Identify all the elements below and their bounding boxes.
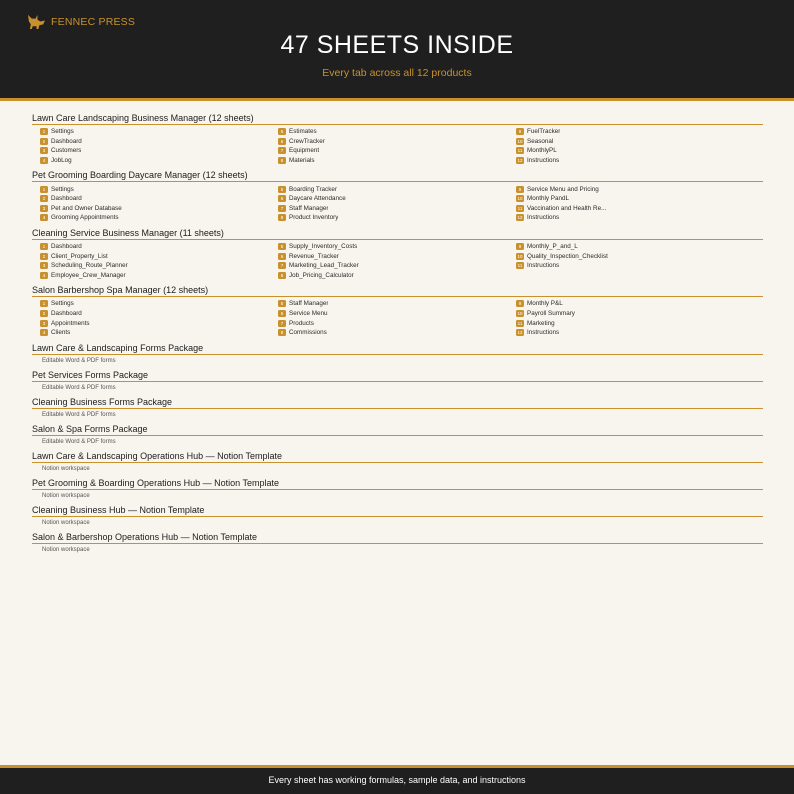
sheet-item — [40, 318, 278, 328]
product-section — [32, 227, 763, 280]
sheet-item — [40, 146, 278, 156]
sheet-number-badge: 2 — [40, 253, 48, 260]
sheet-number-badge: 7 — [278, 205, 286, 212]
sheet-number-badge: 3 — [40, 147, 48, 154]
sheet-number-badge: 12 — [517, 215, 523, 221]
sheet-name: Settings — [51, 128, 74, 136]
sheet-name: Estimates — [289, 128, 317, 136]
sheet-item — [516, 261, 754, 271]
product-title: Salon Barbershop Spa Manager (12 sheets) — [32, 284, 763, 297]
package-section — [32, 477, 763, 501]
sheet-item — [40, 242, 278, 252]
sheet-number-badge: 4 — [40, 214, 48, 221]
sheet-name: Marketing — [527, 319, 555, 327]
package-title: Pet Services Forms Package — [32, 369, 763, 382]
sheet-item — [278, 184, 516, 194]
package-title: Salon & Spa Forms Package — [32, 423, 763, 436]
package-note: Notion workspace — [42, 492, 90, 499]
sheet-item — [40, 204, 278, 214]
sheet-number-badge: 10 — [517, 311, 523, 317]
sheet-item — [278, 137, 516, 147]
sheet-name: Marketing_Lead_Tracker — [289, 262, 359, 270]
sheet-number-badge: 2 — [40, 195, 48, 202]
sheet-number-badge: 11 — [517, 263, 523, 269]
sheet-item — [40, 271, 278, 281]
sheet-item — [278, 261, 516, 271]
sheet-number-badge: 5 — [278, 243, 286, 250]
sheet-name: Boarding Tracker — [289, 185, 337, 193]
sheet-name: Dashboard — [51, 310, 82, 318]
sheet-number-badge: 3 — [40, 262, 48, 269]
sheet-item — [516, 309, 754, 319]
brand — [27, 13, 135, 30]
sheet-item — [516, 299, 754, 309]
sheet-item — [516, 127, 754, 137]
sheet-number-badge: 8 — [278, 272, 286, 279]
sheet-name: Employee_Crew_Manager — [51, 271, 126, 279]
sheet-number-badge: 12 — [517, 158, 523, 164]
sheet-number-badge: 10 — [517, 138, 523, 144]
sheet-number-badge: 6 — [278, 253, 286, 260]
sheet-name: Instructions — [527, 262, 560, 270]
brand-name: FENNEC PRESS — [51, 15, 136, 28]
sheet-name: Revenue_Tracker — [289, 252, 339, 260]
sheet-name: Instructions — [527, 157, 560, 165]
sheet-number-badge: 5 — [278, 300, 286, 307]
package-section — [32, 342, 763, 366]
sheet-item — [516, 318, 754, 328]
sheet-item — [516, 146, 754, 156]
sheet-item — [278, 328, 516, 338]
sheet-name: Staff Manager — [289, 204, 329, 212]
sheet-number-badge: 4 — [40, 272, 48, 279]
sheet-item — [278, 251, 516, 261]
sheet-item — [40, 194, 278, 204]
sheet-name: Job_Pricing_Calculator — [289, 271, 354, 279]
sheet-name: Daycare Attendance — [289, 195, 346, 203]
sheet-name: Settings — [51, 300, 74, 308]
sheet-name: Quality_Inspection_Checklist — [527, 252, 608, 260]
sheet-item — [40, 127, 278, 137]
package-section — [32, 504, 763, 528]
sheet-number-badge: 9 — [516, 186, 524, 193]
sheet-name: FuelTracker — [527, 128, 561, 136]
sheet-item — [516, 156, 754, 166]
sheet-name: Materials — [289, 157, 315, 165]
sheet-name: Products — [289, 319, 314, 327]
sheet-item — [40, 309, 278, 319]
sheet-name: Monthly PandL — [527, 195, 570, 203]
sheet-number-badge: 1 — [40, 300, 48, 307]
sheet-name: JobLog — [51, 157, 72, 165]
sheet-number-badge: 10 — [517, 196, 523, 202]
package-note: Notion workspace — [42, 465, 90, 472]
sheet-item — [278, 146, 516, 156]
package-section — [32, 396, 763, 420]
sheet-name: Dashboard — [51, 195, 82, 203]
sheet-name: Dashboard — [51, 243, 82, 251]
product-title: Lawn Care Landscaping Business Manager (12 sheets) — [32, 112, 763, 125]
workbook-products — [32, 112, 763, 338]
sheet-list — [32, 127, 763, 165]
sheet-number-badge: 9 — [516, 243, 524, 250]
sheet-number-badge: 3 — [40, 205, 48, 212]
sheet-list — [32, 242, 763, 280]
sheet-item — [40, 184, 278, 194]
product-title: Cleaning Service Business Manager (11 sheets) — [32, 227, 763, 240]
sheet-number-badge: 3 — [40, 320, 48, 327]
sheet-name: Client_Property_List — [51, 252, 108, 260]
sheet-name: Clients — [51, 329, 71, 337]
package-note: Editable Word & PDF forms — [42, 438, 116, 445]
sheet-number-badge: 5 — [278, 186, 286, 193]
sheet-item — [40, 251, 278, 261]
package-title: Cleaning Business Forms Package — [32, 396, 763, 409]
sheet-name: Product Inventory — [289, 214, 339, 222]
sheet-number-badge: 9 — [516, 300, 524, 307]
product-section — [32, 169, 763, 222]
fox-logo-icon — [27, 13, 46, 30]
package-title: Lawn Care & Landscaping Operations Hub — Notion Template — [32, 450, 763, 463]
sheet-number-badge: 4 — [40, 329, 48, 336]
page-subtitle: Every tab across all 12 products — [322, 67, 472, 79]
sheet-name: Service Menu and Pricing — [527, 185, 599, 193]
sheet-name: Equipment — [289, 147, 320, 155]
package-note: Editable Word & PDF forms — [42, 384, 116, 391]
sheet-item — [516, 328, 754, 338]
package-note: Notion workspace — [42, 546, 90, 553]
package-section — [32, 531, 763, 555]
product-list — [32, 112, 763, 558]
sheet-number-badge: 9 — [516, 128, 524, 135]
sheet-item — [516, 213, 754, 223]
sheet-name: Vaccination and Health Re... — [527, 204, 607, 212]
sheet-number-badge: 11 — [517, 148, 523, 154]
sheet-number-badge: 4 — [40, 157, 48, 164]
sheet-item — [516, 251, 754, 261]
sheet-name: Monthly_P_and_L — [527, 243, 578, 251]
sheet-name: Commissions — [289, 329, 327, 337]
sheet-item — [278, 156, 516, 166]
page-title: 47 SHEETS INSIDE — [280, 31, 514, 59]
sheet-item — [278, 271, 516, 281]
other-products — [32, 342, 763, 555]
package-title: Pet Grooming & Boarding Operations Hub — Notion Template — [32, 477, 763, 490]
sheet-item — [278, 204, 516, 214]
sheet-name: Instructions — [527, 329, 560, 337]
sheet-item — [278, 309, 516, 319]
package-note: Notion workspace — [42, 519, 90, 526]
product-section — [32, 284, 763, 337]
sheet-item — [278, 242, 516, 252]
sheet-item — [516, 242, 754, 252]
package-section — [32, 423, 763, 447]
sheet-item — [516, 194, 754, 204]
sheet-number-badge: 5 — [278, 128, 286, 135]
sheet-name: Service Menu — [289, 310, 328, 318]
sheet-name: Settings — [51, 185, 74, 193]
sheet-number-badge: 7 — [278, 320, 286, 327]
sheet-name: Payroll Summary — [527, 310, 575, 318]
package-title: Cleaning Business Hub — Notion Template — [32, 504, 763, 517]
package-note: Editable Word & PDF forms — [42, 411, 116, 418]
package-title: Lawn Care & Landscaping Forms Package — [32, 342, 763, 355]
sheet-name: Customers — [51, 147, 82, 155]
sheet-name: MonthlyPL — [527, 147, 557, 155]
product-section — [32, 112, 763, 165]
sheet-number-badge: 6 — [278, 310, 286, 317]
package-note: Editable Word & PDF forms — [42, 357, 116, 364]
sheet-item — [40, 213, 278, 223]
sheet-number-badge: 10 — [517, 253, 523, 259]
sheet-number-badge: 6 — [278, 195, 286, 202]
sheet-placeholder — [516, 271, 754, 281]
sheet-item — [516, 137, 754, 147]
sheet-item — [516, 204, 754, 214]
sheet-list — [32, 184, 763, 222]
sheet-number-badge: 8 — [278, 214, 286, 221]
sheet-item — [40, 261, 278, 271]
package-title: Salon & Barbershop Operations Hub — Notion Template — [32, 531, 763, 544]
sheet-item — [278, 299, 516, 309]
header — [0, 0, 794, 101]
sheet-number-badge: 12 — [517, 330, 523, 336]
sheet-number-badge: 11 — [517, 320, 523, 326]
sheet-name: Instructions — [527, 214, 560, 222]
package-section — [32, 369, 763, 393]
sheet-number-badge: 2 — [40, 138, 48, 145]
sheet-number-badge: 6 — [278, 138, 286, 145]
sheet-item — [40, 137, 278, 147]
sheet-number-badge: 7 — [278, 262, 286, 269]
sheet-item — [278, 194, 516, 204]
sheet-name: Supply_Inventory_Costs — [289, 243, 358, 251]
sheet-name: Dashboard — [51, 137, 82, 145]
sheet-name: Monthly P&L — [527, 300, 563, 308]
sheet-list — [32, 299, 763, 337]
sheet-item — [40, 328, 278, 338]
sheet-number-badge: 1 — [40, 243, 48, 250]
sheet-number-badge: 1 — [40, 128, 48, 135]
sheet-name: Seasonal — [527, 137, 554, 145]
sheet-name: Staff Manager — [289, 300, 329, 308]
product-title: Pet Grooming Boarding Daycare Manager (12 sheets) — [32, 169, 763, 182]
sheet-number-badge: 7 — [278, 147, 286, 154]
footer: Every sheet has working formulas, sample data, and instructions — [0, 765, 794, 794]
package-section — [32, 450, 763, 474]
sheet-item — [278, 127, 516, 137]
sheet-name: Pet and Owner Database — [51, 204, 122, 212]
sheet-item — [40, 299, 278, 309]
sheet-number-badge: 2 — [40, 310, 48, 317]
sheet-name: Appointments — [51, 319, 90, 327]
sheet-item — [40, 156, 278, 166]
sheet-item — [516, 184, 754, 194]
sheet-name: CrewTracker — [289, 137, 325, 145]
sheet-number-badge: 1 — [40, 186, 48, 193]
sheet-number-badge: 8 — [278, 157, 286, 164]
sheet-number-badge: 11 — [517, 205, 523, 211]
sheet-item — [278, 318, 516, 328]
sheet-name: Grooming Appointments — [51, 214, 119, 222]
sheet-name: Scheduling_Route_Planner — [51, 262, 128, 270]
sheet-item — [278, 213, 516, 223]
sheet-number-badge: 8 — [278, 329, 286, 336]
